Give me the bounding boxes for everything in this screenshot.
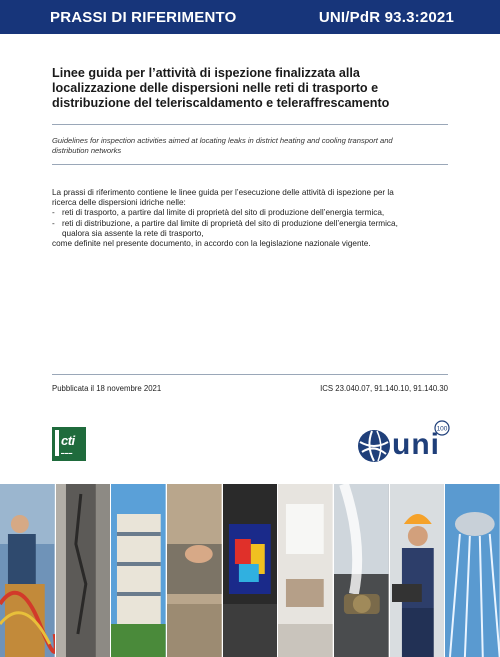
list-dash: - <box>52 218 55 228</box>
uni-badge: 100 <box>436 425 448 433</box>
publication-date: Pubblicata il 18 novembre 2021 <box>52 384 162 393</box>
cti-logo: cti ▬▬▬ <box>52 427 86 461</box>
subtitle-line: Guidelines for inspection activities aimed at locating leaks in district heating and cooling transport and <box>52 136 393 145</box>
list-item-text: reti di trasporto, a partire dal limite di proprietà del sito di produzione dell’energia termica, <box>62 208 385 218</box>
divider <box>52 374 448 375</box>
apartment-building-photo <box>111 484 167 657</box>
hand-on-pipe-photo <box>167 484 223 657</box>
uni-logo-text: uni <box>392 428 440 461</box>
leaking-valve-photo <box>334 484 390 657</box>
divider <box>52 124 448 125</box>
cracked-wall-photo <box>56 484 112 657</box>
english-title <box>52 136 448 156</box>
worker-with-hoses-photo <box>0 484 56 657</box>
abstract-intro-line: La prassi di riferimento contiene le linee guida per l’esecuzione delle attività di ispezione per la <box>52 188 394 197</box>
title-line: localizzazione delle dispersioni nelle reti di trasporto e <box>52 81 379 95</box>
photo-strip <box>0 484 500 657</box>
interior-room-photo <box>278 484 334 657</box>
list-item-text <box>62 219 398 239</box>
abstract-intro-line: ricerca delle dispersioni idriche nelle: <box>52 198 186 208</box>
list-item <box>52 219 452 239</box>
cti-logo-text: cti <box>61 433 75 448</box>
title-line: Linee guida per l’attività di ispezione finalizzata alla <box>52 66 360 80</box>
list-dash: - <box>52 208 55 218</box>
document-type: PRASSI DI RIFERIMENTO <box>50 8 237 26</box>
thermal-camera-photo <box>223 484 279 657</box>
subtitle-line: distribution networks <box>52 146 122 155</box>
document-code: UNI/PdR 93.3:2021 <box>318 8 454 26</box>
publication-row <box>52 384 448 393</box>
document-title <box>52 66 452 111</box>
title-line: distribuzione del teleriscaldamento e teleraffrescamento <box>52 96 390 110</box>
list-item-line: qualora sia assente la rete di trasporto, <box>62 228 204 238</box>
engineer-with-laptop-photo <box>390 484 446 657</box>
shower-photo <box>445 484 500 657</box>
abstract <box>52 188 452 249</box>
divider <box>52 164 448 165</box>
abstract-outro: come definite nel presente documento, in accordo con la legislazione nazionale vigente. <box>52 239 371 249</box>
ics-codes: ICS 23.040.07, 91.140.10, 91.140.30 <box>320 384 448 393</box>
list-item-line: reti di distribuzione, a partire dal limite di proprietà del sito di produzione dell’energia termica, <box>62 218 398 228</box>
header-banner <box>0 0 500 34</box>
list-item <box>52 208 452 218</box>
